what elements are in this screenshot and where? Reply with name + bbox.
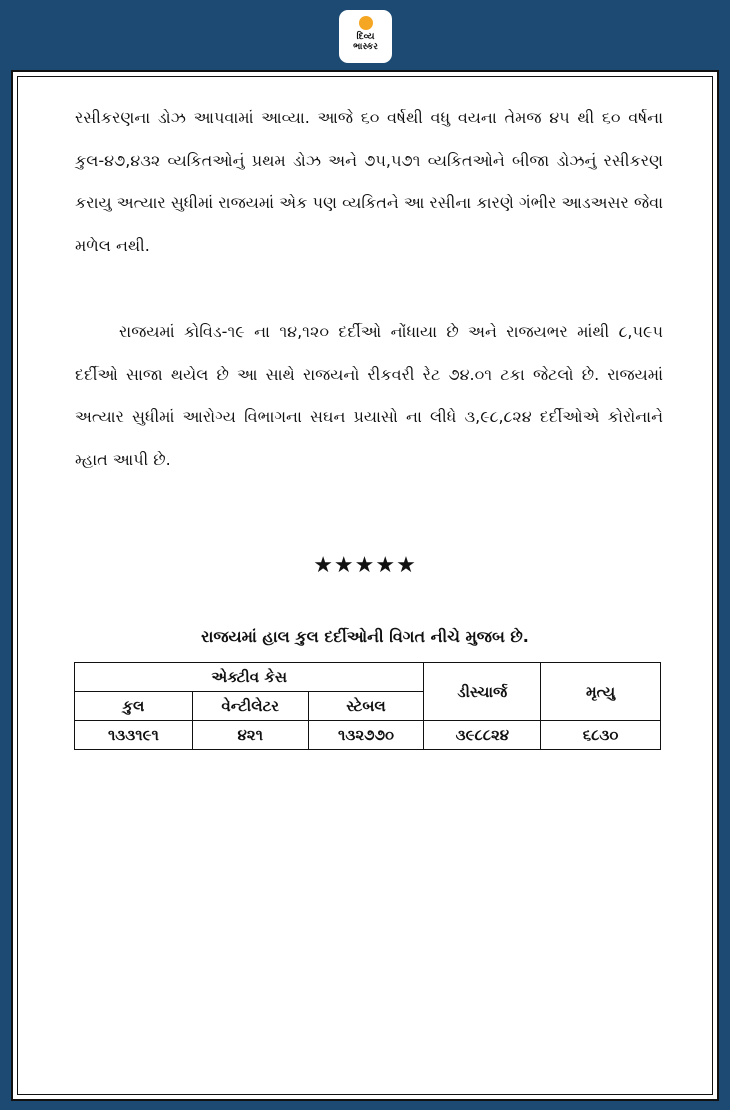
active-cases-header: એક્ટીવ કેસ	[75, 663, 424, 692]
death-header: મૃત્યુ	[541, 663, 661, 721]
death-value: ૬૮૩૦	[541, 721, 661, 750]
stable-header: સ્ટેબલ	[308, 692, 424, 721]
ventilator-value: ૪૨૧	[192, 721, 308, 750]
stable-value: ૧૩૨૭૭૦	[308, 721, 424, 750]
page-inner-border	[17, 76, 713, 1095]
divya-bhaskar-logo	[339, 10, 392, 63]
discharge-value: ૩૯૮૮૨૪	[424, 721, 541, 750]
paragraph-covid-status: રાજયમાં કોવિડ-૧૯ ના ૧૪,૧૨૦ દર્દીઓ નોંધાયા છે અને રાજયભર માંથી ૮,૫૯૫ દર્દીઓ સાજા થયેલ છે આ સાથે રાજયનો રીકવરી રેટ ૭૪.૦૧ ટકા જેટલો છે. રાજયમાં અત્યાર સુધીમાં આરોગ્ય વિભાગના સઘન પ્રયાસો ના લીધે ૩,૯૮,૮૨૪ દર્દીઓએ કોરોનાને મ્હાત આપી છે.	[75, 322, 663, 469]
total-value: ૧૩૩૧૯૧	[75, 721, 193, 750]
logo-line-1: દિવ્ય	[356, 32, 375, 42]
table-row	[75, 721, 661, 750]
ventilator-header: વેન્ટીલેટર	[192, 692, 308, 721]
total-header: કુલ	[75, 692, 193, 721]
sun-icon	[359, 16, 373, 30]
table-header-row	[75, 663, 661, 692]
discharge-header: ડીસ્ચાર્જ	[424, 663, 541, 721]
paragraph-vaccination: રસીકરણના ડોઝ આપવામાં આવ્યા. આજે ૬૦ વર્ષથી વધુ વયના તેમજ ૪૫ થી ૬૦ વર્ષના કુલ-૪૭,૪૩૨ વ્યકિતઓનું પ્રથમ ડોઝ અને ૭૫,૫૭૧ વ્યકિતઓને બીજા ડોઝનું રસીકરણ કરાયુ અત્યાર સુધીમાં રાજયમાં એક પણ વ્યકિતને આ રસીના કારણે ગંભીર આડઅસર જેવા મળેલ નથી.	[75, 108, 663, 255]
table-heading: રાજયમાં હાલ કુલ દર્દીઓની વિગત નીચે મુજબ છે.	[201, 627, 529, 646]
star-separator: ★★★★★	[313, 553, 417, 578]
document-page	[11, 70, 719, 1101]
patient-details-table	[74, 662, 661, 750]
logo-line-2: ભાસ્કર	[353, 42, 378, 52]
